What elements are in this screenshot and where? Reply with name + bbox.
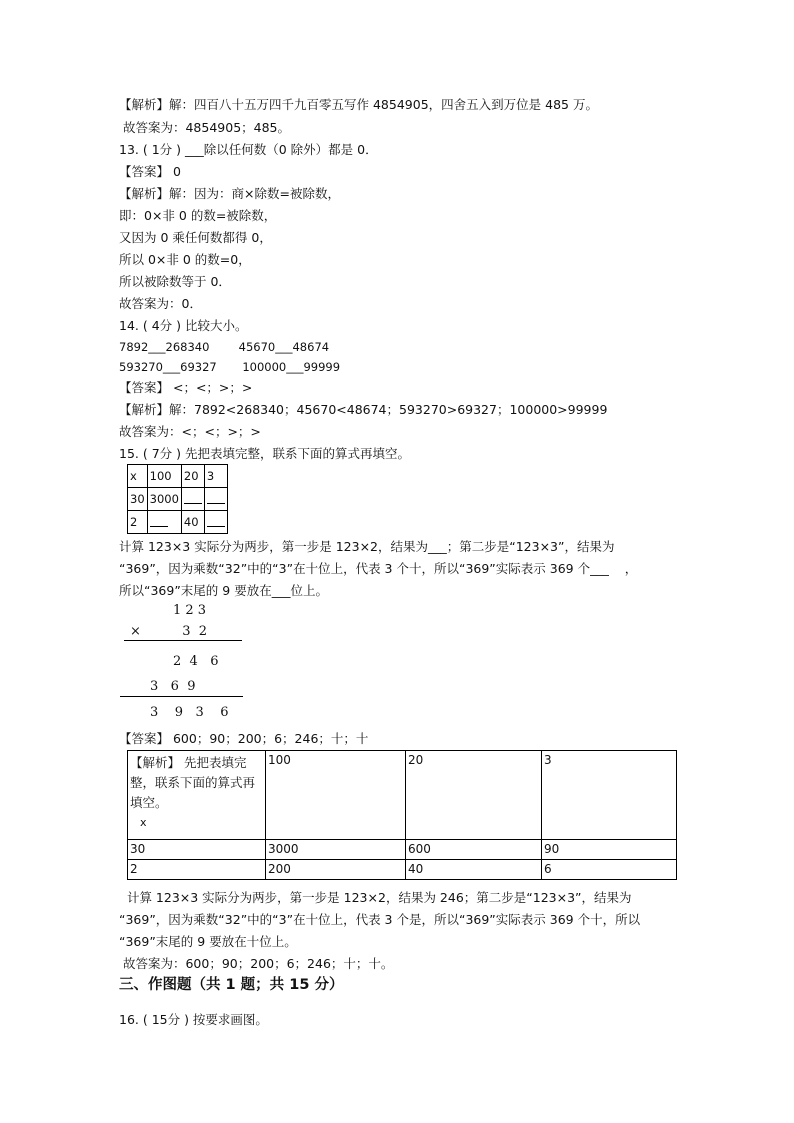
table-cell: x — [128, 465, 148, 488]
section-heading: 三、作图题（共 1 题；共 15 分） — [119, 977, 344, 993]
table-row — [128, 488, 228, 511]
q15-analysis-2: “369”，因为乘数“32”中的“3”在十位上，代表 3 个是，所以“369”实际表示 369 个十，所以 — [119, 912, 641, 927]
analysis-line: 【解析】解：四百八十五万四千九百零五写作 4854905，四舍五入到万位是 485 万。 — [119, 97, 598, 112]
q14-analysis-1: 【解析】解：7892<268340；45670<48674；593270>69327；100000>99999 — [119, 402, 608, 417]
q15-answer: 【答案】 600；90；200；6；246；十；十 — [119, 731, 369, 746]
calc-rule-1 — [124, 640, 242, 641]
table-cell: 600 — [406, 840, 542, 860]
q15-analysis-1: 计算 123×3 实际分为两步，第一步是 123×2，结果为 246；第二步是“123×3”，结果为 — [119, 890, 632, 905]
table-cell: 20 — [181, 465, 204, 488]
table-cell-blank — [181, 488, 204, 511]
table-cell: 30 — [128, 488, 148, 511]
q14-row-2: 593270___69327 100000___99999 — [119, 360, 341, 374]
q15-analysis-3: “369”末尾的 9 要放在十位上。 — [119, 934, 297, 949]
times-symbol: x — [140, 816, 147, 829]
table-cell: 20 — [406, 751, 542, 840]
q14-answer: 【答案】 <；<；>；> — [119, 380, 253, 395]
q13-analysis-2: 即：0×非 0 的数=被除数， — [119, 208, 277, 223]
calc-product: 3 9 3 6 — [150, 705, 229, 720]
table-cell: 2 — [128, 860, 266, 880]
q13-analysis-5: 所以被除数等于 0． — [119, 274, 231, 289]
table-cell: 100 — [147, 465, 181, 488]
table-cell: 6 — [542, 860, 677, 880]
table-cell: 3 — [204, 465, 227, 488]
table-cell: 100 — [266, 751, 406, 840]
table-row — [128, 511, 228, 534]
table-row — [128, 860, 677, 880]
question-16: 16. ( 15分 ) 按要求画图。 — [119, 1012, 268, 1027]
q15-analysis-4: 故答案为：600；90；200；6；246；十；十。 — [119, 956, 394, 971]
calc-multiplicand: 1 2 3 — [173, 603, 207, 618]
table-cell: 90 — [542, 840, 677, 860]
table-row — [128, 465, 228, 488]
table-cell: 40 — [181, 511, 204, 534]
q13-analysis-3: 又因为 0 乘任何数都得 0， — [119, 230, 272, 245]
q14-row-1: 7892___268340 45670___48674 — [119, 340, 330, 354]
table-cell: 3000 — [147, 488, 181, 511]
q13-answer: 【答案】 0 — [119, 164, 181, 179]
table-cell: 2 — [128, 511, 148, 534]
table-header-cell — [128, 751, 266, 840]
table-cell-blank — [147, 511, 181, 534]
q14-analysis-2: 故答案为：<；<；>；> — [119, 424, 261, 439]
question-14: 14. ( 4分 ) 比较大小。 — [119, 318, 248, 333]
table-cell-blank — [204, 488, 227, 511]
q13-analysis-6: 故答案为：0． — [119, 296, 202, 311]
question-15: 15. ( 7分 ) 先把表填完整，联系下面的算式再填空。 — [119, 446, 410, 461]
q15-multiplication-table — [127, 464, 228, 534]
calc-partial-2: 3 6 9 — [150, 679, 196, 694]
calc-rule-2 — [120, 696, 243, 697]
table-cell: 30 — [128, 840, 266, 860]
q13-analysis-1: 【解析】解：因为：商×除数=被除数， — [119, 186, 340, 201]
q15-text-1: 计算 123×3 实际分为两步，第一步是 123×2，结果为___；第二步是“123×3”，结果为 — [119, 539, 615, 554]
analysis-label: 【解析】 先把表填完整，联系下面的算式再填空。 — [130, 755, 256, 810]
table-cell: 3 — [542, 751, 677, 840]
calc-partial-1: 2 4 6 — [173, 654, 219, 669]
table-cell: 40 — [406, 860, 542, 880]
calc-multiplier: × 3 2 — [130, 624, 208, 639]
question-13: 13. ( 1分 ) ___除以任何数（0 除外）都是 0． — [119, 142, 378, 157]
answer-line: 故答案为：4854905；485。 — [119, 120, 291, 135]
table-row — [128, 751, 677, 840]
table-cell: 3000 — [266, 840, 406, 860]
table-row — [128, 840, 677, 860]
table-cell: 200 — [266, 860, 406, 880]
table-cell-blank — [204, 511, 227, 534]
q15-analysis-table — [127, 750, 677, 880]
q13-analysis-4: 所以 0×非 0 的数=0， — [119, 252, 251, 267]
q15-text-2: “369”，因为乘数“32”中的“3”在十位上，代表 3 个十，所以“369”实际表示 369 个___ ， — [119, 561, 638, 576]
q15-text-3: 所以“369”末尾的 9 要放在___位上。 — [119, 583, 328, 598]
